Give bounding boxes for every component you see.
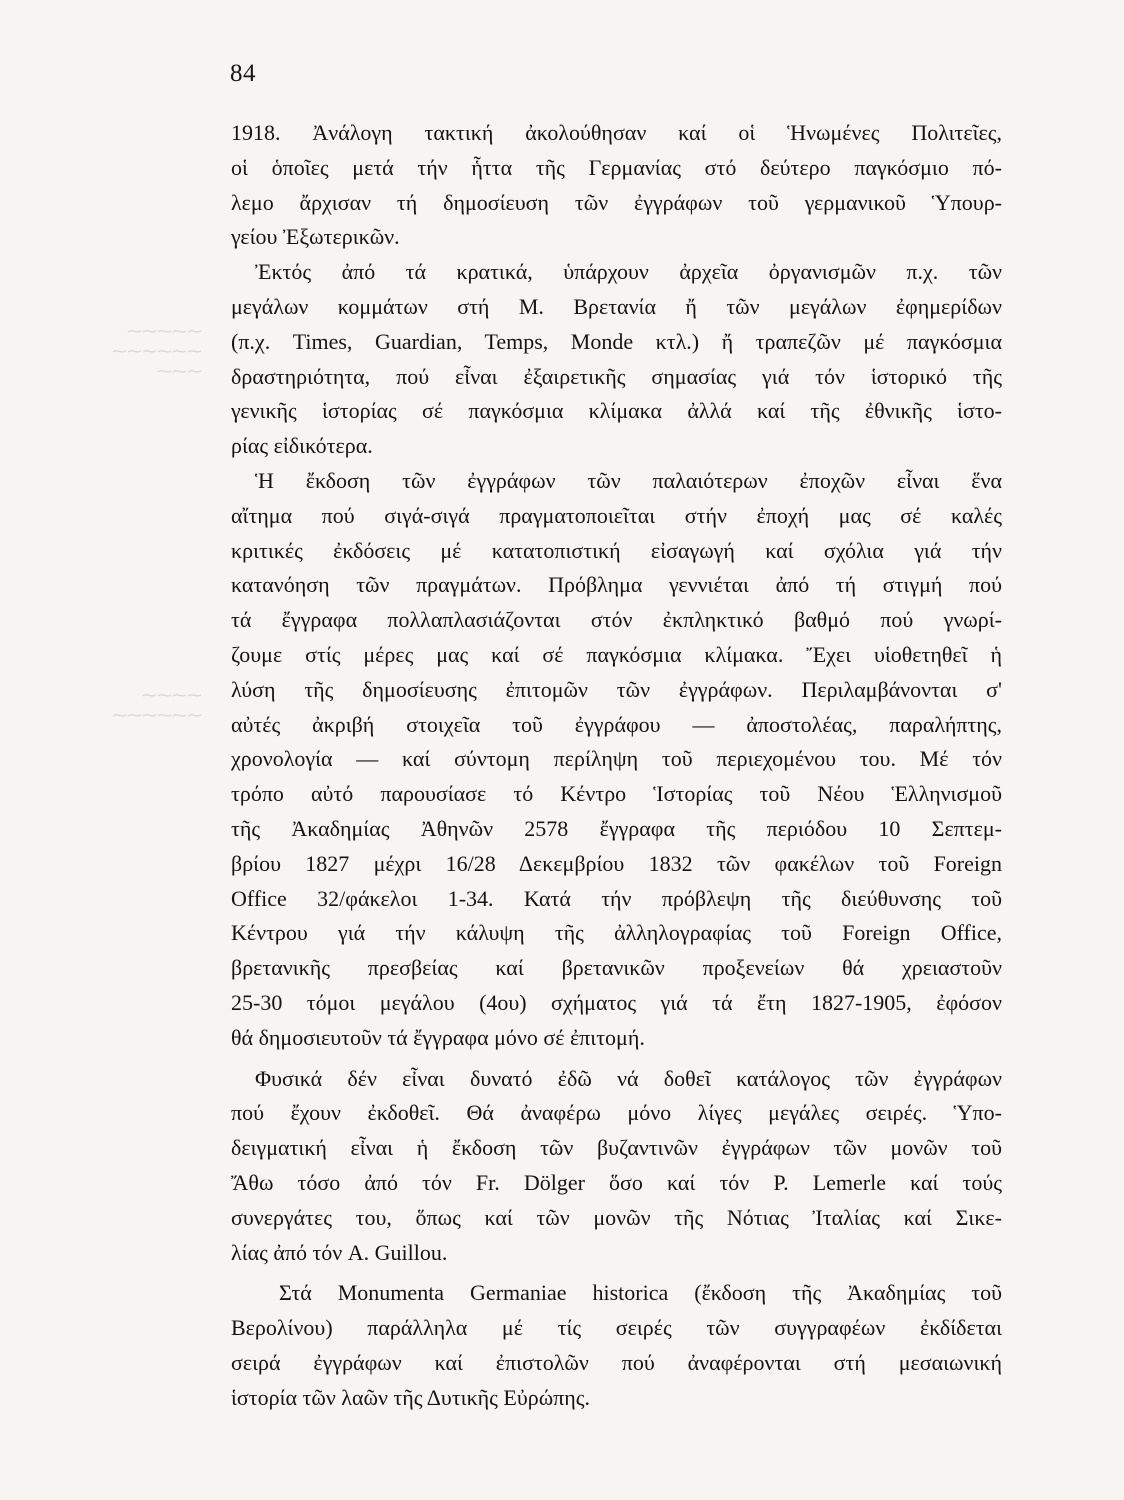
text-line: Office 32/φάκελοι 1-34. Κατά τήν πρόβλεψη τῆς διεύθυνσης τοῦ [231,885,1002,911]
text-line: τρόπο αὐτό παρουσίασε τό Κέντρο Ἱστορίας τοῦ Νέου Ἑλληνισμοῦ [231,781,1002,807]
text-line: 1918. Ἀνάλογη τακτική ἀκολούθησαν καί οἱ Ἡνωμένες Πολιτεῖες, [231,120,1002,145]
text-line: τά ἔγγραφα πολλαπλασιάζονται στόν ἐκπληκτικό βαθμό πού γνωρί- [231,607,1002,633]
paragraph [231,1062,1002,1271]
text-line: βρετανικῆς πρεσβείας καί βρετανικῶν προξενείων θά χρειαστοῦν [231,955,1002,981]
text-line: Ἐκτός ἀπό τά κρατικά, ὑπάρχουν ἀρχεῖα ὀργανισμῶν π.χ. τῶν [255,259,1002,285]
text-line: χρονολογία — καί σύντομη περίληψη τοῦ περιεχομένου του. Μέ τόν [231,746,1002,772]
show-through-margin-note: ⁓⁓⁓⁓ ⁓⁓⁓⁓⁓⁓ [112,688,202,724]
text-line: λίας ἀπό τόν A. Guillou. [231,1239,448,1265]
text-line: γείου Ἐξωτερικῶν. [231,224,400,250]
body-text [231,116,1002,1415]
text-line: κατανόηση τῶν πραγμάτων. Πρόβλημα γεννιέται ἀπό τή στιγμή πού [231,572,1002,598]
text-line: Στά Monumenta Germaniae historica (ἔκδοση τῆς Ἀκαδημίας τοῦ [279,1280,1002,1306]
text-line: ρίας εἰδικότερα. [231,433,373,459]
text-line: λύση τῆς δημοσίευσης ἐπιτομῶν τῶν ἐγγράφων. Περιλαμβάνονται σ' [231,676,1002,702]
paragraph [231,116,1002,255]
text-line: δραστηριότητα, πού εἶναι ἐξαιρετικῆς σημασίας γιά τόν ἱστορικό τῆς [231,363,1002,389]
text-line: 25-30 τόμοι μεγάλου (4ου) σχήματος γιά τά ἔτη 1827-1905, ἐφόσον [231,989,1002,1015]
text-line: λεμο ἄρχισαν τή δημοσίευση τῶν ἐγγράφων τοῦ γερμανικοῦ Ὑπουρ- [231,189,1002,215]
text-line: Κέντρου γιά τήν κάλυψη τῆς ἀλληλογραφίας τοῦ Foreign Office, [231,920,1002,946]
text-line: μεγάλων κομμάτων στή Μ. Βρετανία ἤ τῶν μεγάλων ἐφημερίδων [231,293,1002,319]
text-line: συνεργάτες του, ὅπως καί τῶν μονῶν τῆς Νότιας Ἰταλίας καί Σικε- [231,1204,1002,1230]
text-line: ζουμε στίς μέρες μας καί σέ παγκόσμια κλίμακα. Ἔχει υἱοθετηθεῖ ἡ [231,641,1002,667]
text-line: ἱστορία τῶν λαῶν τῆς Δυτικῆς Εὐρώπης. [231,1384,590,1410]
text-line: οἱ ὁποῖες μετά τήν ἧττα τῆς Γερμανίας στό δεύτερο παγκόσμιο πό- [231,154,1002,180]
paragraph [231,464,1002,1056]
text-line: Ἄθω τόσο ἀπό τόν Fr. Dölger ὅσο καί τόν P. Lemerle καί τούς [231,1169,1002,1195]
text-line: σειρά ἐγγράφων καί ἐπιστολῶν πού ἀναφέρονται στή μεσαιωνική [231,1349,1002,1375]
text-line: Φυσικά δέν εἶναι δυνατό ἐδῶ νά δοθεῖ κατάλογος τῶν ἐγγράφων [255,1065,1002,1091]
show-through-margin-note: ⁓⁓⁓⁓⁓ ⁓⁓⁓⁓⁓⁓ ⁓⁓⁓ [112,324,202,380]
text-line: κριτικές ἐκδόσεις μέ κατατοπιστική εἰσαγωγή καί σχόλια γιά τήν [231,537,1002,563]
text-line: δειγματική εἶναι ἡ ἔκδοση τῶν βυζαντινῶν ἐγγράφων τῶν μονῶν τοῦ [231,1135,1002,1161]
paragraph [231,1276,1002,1415]
text-line: Ἡ ἔκδοση τῶν ἐγγράφων τῶν παλαιότερων ἐποχῶν εἶναι ἕνα [255,467,1002,493]
text-line: αἴτημα πού σιγά-σιγά πραγματοποιεῖται στήν ἐποχή μας σέ καλές [231,502,1002,528]
text-line: πού ἔχουν ἐκδοθεῖ. Θά ἀναφέρω μόνο λίγες μεγάλες σειρές. Ὑπο- [231,1100,1002,1126]
text-line: γενικῆς ἱστορίας σέ παγκόσμια κλίμακα ἀλλά καί τῆς ἐθνικῆς ἱστο- [231,398,1002,424]
text-line: Βερολίνου) παράλληλα μέ τίς σειρές τῶν συγγραφέων ἐκδίδεται [231,1315,1002,1341]
text-line: τῆς Ἀκαδημίας Ἀθηνῶν 2578 ἔγγραφα τῆς περιόδου 10 Σεπτεμ- [231,815,1002,841]
text-line: θά δημοσιευτοῦν τά ἔγγραφα μόνο σέ ἐπιτομή. [231,1024,645,1050]
text-line: αὐτές ἀκριβή στοιχεῖα τοῦ ἐγγράφου — ἀποστολέας, παραλήπτης, [231,711,1002,737]
text-line: βρίου 1827 μέχρι 16/28 Δεκεμβρίου 1832 τῶν φακέλων τοῦ Foreign [231,850,1002,876]
page-number: 84 [230,60,256,87]
text-line: (π.χ. Times, Guardian, Temps, Monde κτλ.) ἤ τραπεζῶν μέ παγκόσμια [231,328,1002,354]
paragraph [231,255,1002,464]
